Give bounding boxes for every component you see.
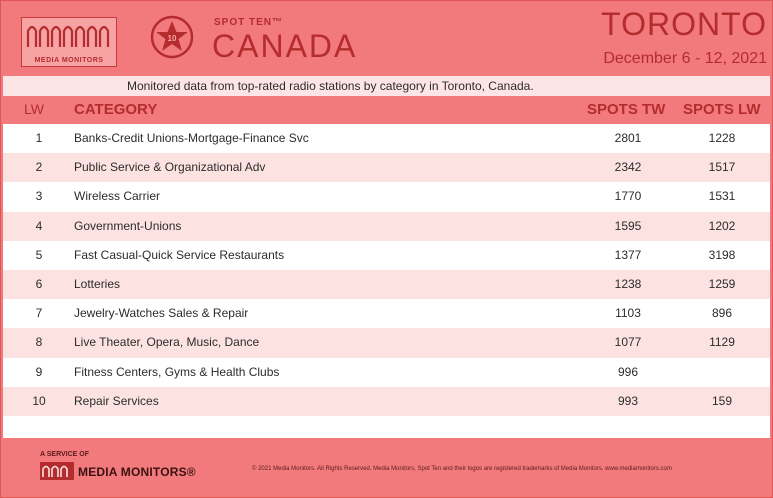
spots-tw-cell: 1595 [614, 218, 642, 233]
badge-number: 10 [167, 34, 177, 43]
rank-cell: 6 [35, 276, 43, 291]
spots-lw-cell: 1202 [708, 218, 736, 233]
table-row [3, 182, 770, 211]
category-cell: Wireless Carrier [74, 189, 161, 204]
table-row [3, 241, 770, 270]
spots-tw-cell: 1377 [614, 247, 642, 262]
spot-ten-badge-icon [150, 15, 194, 59]
category-table [3, 124, 770, 416]
spots-lw-cell: 1129 [709, 335, 735, 350]
rank-cell: 10 [32, 393, 46, 408]
rank-cell: 4 [35, 218, 43, 233]
rank-cell: 8 [35, 335, 43, 350]
spots-lw-cell: 159 [711, 393, 733, 408]
table-bottom-spacer [3, 416, 770, 438]
media-monitors-logo [21, 17, 117, 67]
report-header [0, 0, 773, 76]
spots-tw-cell: 1238 [614, 276, 642, 291]
spots-tw-cell: 2801 [614, 131, 642, 145]
category-cell: Government-Unions [74, 218, 182, 233]
date-range: December 6 - 12, 2021 [603, 50, 767, 67]
spots-lw-cell: 3198 [708, 247, 736, 262]
category-cell: Jewelry-Watches Sales & Repair [74, 306, 249, 321]
footer-brand-name: MEDIA MONITORS® [78, 465, 196, 479]
rank-cell: 1 [35, 131, 43, 145]
service-label: A SERVICE OF [40, 451, 90, 458]
category-cell: Fitness Centers, Gyms & Health Clubs [74, 364, 280, 379]
spots-tw-cell: 1770 [614, 189, 642, 204]
spots-lw-cell: 1531 [708, 189, 736, 204]
table-row [3, 153, 770, 182]
spots-lw-cell: 1517 [708, 160, 736, 175]
country-title: CANADA [212, 28, 358, 64]
category-cell: Public Service & Organizational Adv [74, 160, 266, 175]
table-header [3, 96, 770, 124]
table-row [3, 328, 770, 357]
table-row [3, 270, 770, 299]
spots-lw-cell: 1228 [708, 131, 736, 145]
subtitle-strip [3, 76, 770, 96]
table-row [3, 358, 770, 387]
spots-tw-cell: 1103 [615, 306, 641, 321]
table-row [3, 387, 770, 416]
column-header-spots-tw: SPOTS TW [587, 101, 666, 118]
waveform-icon [26, 21, 112, 51]
spots-lw-cell: 896 [711, 306, 733, 321]
rank-cell: 3 [35, 189, 43, 204]
spots-tw-cell: 996 [617, 364, 639, 379]
rank-cell: 7 [35, 306, 43, 321]
column-header-spots-lw: SPOTS LW [683, 101, 761, 118]
table-row [3, 212, 770, 241]
spot-ten-label: SPOT TEN™ [214, 17, 284, 28]
category-cell: Lotteries [74, 276, 121, 291]
column-header-lw: LW [24, 101, 44, 117]
subtitle: Monitored data from top-rated radio stations by category in Toronto, Canada. [127, 79, 534, 93]
rank-cell: 2 [35, 160, 43, 175]
table-row [3, 299, 770, 328]
waveform-icon [40, 462, 74, 480]
spots-tw-cell: 2342 [614, 160, 642, 175]
city-title: TORONTO [601, 6, 767, 42]
spots-lw-cell: 1259 [708, 276, 736, 291]
rank-cell: 9 [35, 364, 43, 379]
table-row [3, 124, 770, 153]
column-header-category: CATEGORY [74, 101, 158, 118]
category-cell: Fast Casual-Quick Service Restaurants [74, 247, 285, 262]
spots-tw-cell: 1077 [614, 335, 642, 350]
category-cell: Repair Services [74, 393, 159, 408]
copyright-notice: © 2021 Media Monitors. All Rights Reserved. Media Monitors, Spot Ten and their logos are registered trademarks of Media Monitors. www.mediamonitors.com [252, 466, 672, 472]
rank-cell: 5 [35, 247, 43, 262]
category-cell: Live Theater, Opera, Music, Dance [74, 335, 260, 350]
logo-text: MEDIA MONITORS [34, 57, 104, 64]
spots-tw-cell: 993 [617, 393, 639, 408]
category-cell: Banks-Credit Unions-Mortgage-Finance Svc [74, 131, 309, 145]
